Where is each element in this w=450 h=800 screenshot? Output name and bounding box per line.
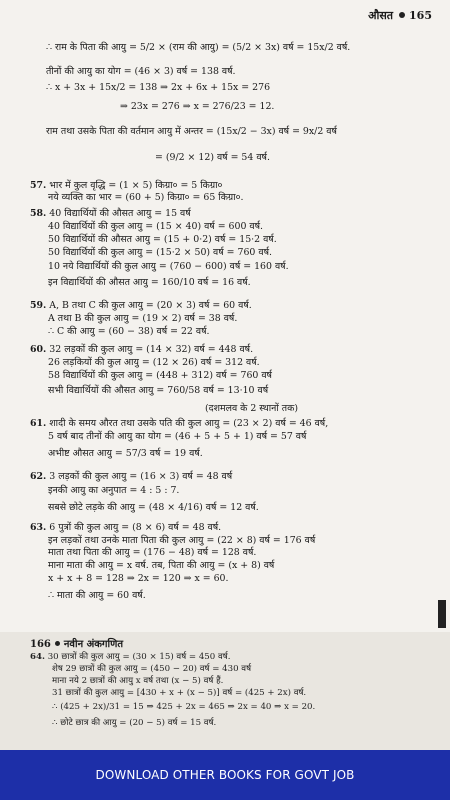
solution-text: 6 पुत्रों की कुल आयु = (8 × 6) वर्ष = 48 वर्ष. (49, 522, 222, 533)
page-edge-mark (438, 600, 446, 628)
solution-text: ⇒ 23x = 276 ⇒ x = 276/23 = 12. (120, 101, 275, 112)
solution-line (30, 652, 230, 663)
solution-text: शादी के समय औरत तथा उसके पति की कुल आयु = (23 × 2) वर्ष = 46 वर्ष, (49, 418, 329, 429)
question-number: 58. (30, 208, 47, 219)
solution-text: ∴ x + 3x + 15x/2 = 138 ⇒ 2x + 6x + 15x = 276 (46, 82, 271, 93)
solution-text: A, B तथा C की कुल आयु = (20 × 3) वर्ष = 60 वर्ष. (49, 300, 252, 311)
solution-text: नये व्यक्ति का भार = (60 + 5) किग्रा० = 65 किग्रा०. (48, 192, 244, 203)
solution-text: 58 विद्यार्थियों की कुल आयु = (448 + 312) वर्ष = 760 वर्ष (48, 370, 272, 381)
solution-line (48, 261, 289, 273)
book-page-166 (0, 632, 450, 750)
page-header (368, 8, 432, 23)
solution-text: ∴ (425 + 2x)/31 = 15 ⇒ 425 + 2x = 465 ⇒ 2x = 40 ⇒ x = 20. (52, 702, 316, 712)
solution-line (52, 676, 223, 687)
solution-text: शेष 29 छात्रों की कुल आयु = (450 − 20) वर्ष = 430 वर्ष (52, 664, 252, 674)
solution-text: A तथा B की कुल आयु = (19 × 2) वर्ष = 38 वर्ष. (48, 313, 238, 324)
solution-line (46, 126, 337, 138)
solution-line (46, 42, 350, 54)
solution-line (48, 192, 243, 204)
solution-line (30, 300, 252, 312)
solution-line (30, 180, 222, 192)
solution-line (48, 448, 203, 460)
page2-number: 166 (30, 639, 51, 650)
solution-text: = (9/2 × 12) वर्ष = 54 वर्ष. (155, 152, 270, 163)
solution-text: (दशमलव के 2 स्थानों तक) (205, 403, 298, 414)
solution-line (48, 385, 268, 397)
solution-text: 31 छात्रों की कुल आयु = [430 + x + (x − 5)] वर्ष = (425 + 2x) वर्ष. (52, 688, 307, 698)
question-number: 60. (30, 344, 47, 355)
solution-line (48, 560, 274, 572)
solution-line (46, 82, 270, 94)
solution-line (48, 234, 277, 246)
solution-line (48, 431, 306, 443)
solution-text: ∴ छोटे छात्र की आयु = (20 − 5) वर्ष = 15 वर्ष. (52, 718, 217, 728)
solution-line (48, 502, 259, 514)
solution-line (30, 418, 328, 430)
solution-text: 3 लड़कों की कुल आयु = (16 × 3) वर्ष = 48 वर्ष (49, 471, 233, 482)
question-number: 63. (30, 522, 47, 533)
solution-text: 32 लड़कों की कुल आयु = (14 × 32) वर्ष = 448 वर्ष. (49, 344, 254, 355)
solution-text: सबसे छोटे लड़के की आयु = (48 × 4/16) वर्ष = 12 वर्ष. (48, 502, 259, 513)
solution-text: x + x + 8 = 128 ⇒ 2x = 120 ⇒ x = 60. (48, 573, 229, 584)
download-banner-text: DOWNLOAD OTHER BOOKS FOR GOVT JOB (95, 768, 355, 782)
solution-text: तीनों की आयु का योग = (46 × 3) वर्ष = 138 वर्ष. (46, 66, 236, 77)
solution-text: सभी विद्यार्थियों की औसत आयु = 760/58 वर्ष = 13·10 वर्ष (48, 385, 269, 396)
solution-line (48, 547, 256, 559)
solution-text: 26 लड़कियों की कुल आयु = (12 × 26) वर्ष = 312 वर्ष. (48, 357, 260, 368)
solution-text: इन लड़कों तथा उनके माता पिता की कुल आयु = (22 × 8) वर्ष = 176 वर्ष (48, 535, 316, 546)
solution-text: 40 विद्यार्थियों की कुल आयु = (15 × 40) वर्ष = 600 वर्ष. (48, 221, 264, 232)
solution-text: माना माता की आयु = x वर्ष. तब, पिता की आयु = (x + 8) वर्ष (48, 560, 275, 571)
solution-line (48, 326, 209, 338)
solution-text: माता तथा पिता की आयु = (176 − 48) वर्ष = 128 वर्ष. (48, 547, 257, 558)
solution-line (48, 535, 315, 547)
chapter-title: औसत (368, 9, 394, 22)
solution-text: इनकी आयु का अनुपात = 4 : 5 : 7. (48, 485, 180, 496)
solution-text: 30 छात्रों की कुल आयु = (30 × 15) वर्ष = 450 वर्ष. (47, 652, 231, 662)
solution-line (30, 471, 232, 483)
download-banner[interactable] (0, 750, 450, 800)
solution-text: ∴ C की आयु = (60 − 38) वर्ष = 22 वर्ष. (48, 326, 210, 337)
question-number: 64. (30, 652, 45, 662)
solution-text: ∴ राम के पिता की आयु = 5/2 × (राम की आयु) = (5/2 × 3x) वर्ष = 15x/2 वर्ष. (46, 42, 351, 53)
solution-line (30, 522, 221, 534)
bullet-icon (55, 641, 60, 646)
solution-text: माना नये 2 छात्रों की आयु x वर्ष तथा (x − 5) वर्ष हैं. (52, 676, 224, 686)
solution-line (48, 277, 251, 289)
solution-text: अभीष्ट औसत आयु = 57/3 वर्ष = 19 वर्ष. (48, 448, 203, 459)
solution-line (52, 718, 216, 729)
solution-line (155, 152, 270, 164)
solution-text: राम तथा उसके पिता की वर्तमान आयु में अन्तर = (15x/2 − 3x) वर्ष = 9x/2 वर्ष (46, 126, 337, 137)
solution-text: 40 विद्यार्थियों की औसत आयु = 15 वर्ष (49, 208, 191, 219)
bullet-icon (399, 12, 405, 18)
solution-line (52, 702, 315, 713)
question-number: 61. (30, 418, 47, 429)
solution-text: इन विद्यार्थियों की औसत आयु = 160/10 वर्ष = 16 वर्ष. (48, 277, 251, 288)
solution-line (30, 208, 191, 220)
solution-line (48, 313, 237, 325)
page2-header (30, 636, 123, 650)
page-number: 165 (409, 9, 432, 22)
solution-text: भार में कुल वृद्धि = (1 × 5) किग्रा० = 5 किग्रा० (49, 180, 223, 191)
solution-text: ∴ माता की आयु = 60 वर्ष. (48, 590, 146, 601)
book-title: नवीन अंकगणित (63, 639, 124, 650)
solution-text: 5 वर्ष बाद तीनों की आयु का योग = (46 + 5 + 5 + 1) वर्ष = 57 वर्ष (48, 431, 307, 442)
solution-text: 50 विद्यार्थियों की कुल आयु = (15·2 × 50) वर्ष = 760 वर्ष. (48, 247, 272, 258)
solution-text: 50 विद्यार्थियों की औसत आयु = (15 + 0·2) वर्ष = 15·2 वर्ष. (48, 234, 277, 245)
solution-line (205, 403, 298, 415)
solution-line (48, 247, 272, 259)
solution-line (48, 590, 146, 602)
solution-line (120, 101, 274, 113)
solution-line (48, 485, 179, 497)
question-number: 62. (30, 471, 47, 482)
solution-line (48, 573, 228, 585)
solution-line (30, 344, 253, 356)
solution-line (52, 664, 251, 675)
solution-line (48, 357, 260, 369)
solution-line (48, 370, 272, 382)
solution-line (46, 66, 236, 78)
solution-line (52, 688, 306, 699)
question-number: 59. (30, 300, 47, 311)
question-number: 57. (30, 180, 47, 191)
solution-text: 10 नये विद्यार्थियों की कुल आयु = (760 − 600) वर्ष = 160 वर्ष. (48, 261, 289, 272)
solution-line (48, 221, 263, 233)
